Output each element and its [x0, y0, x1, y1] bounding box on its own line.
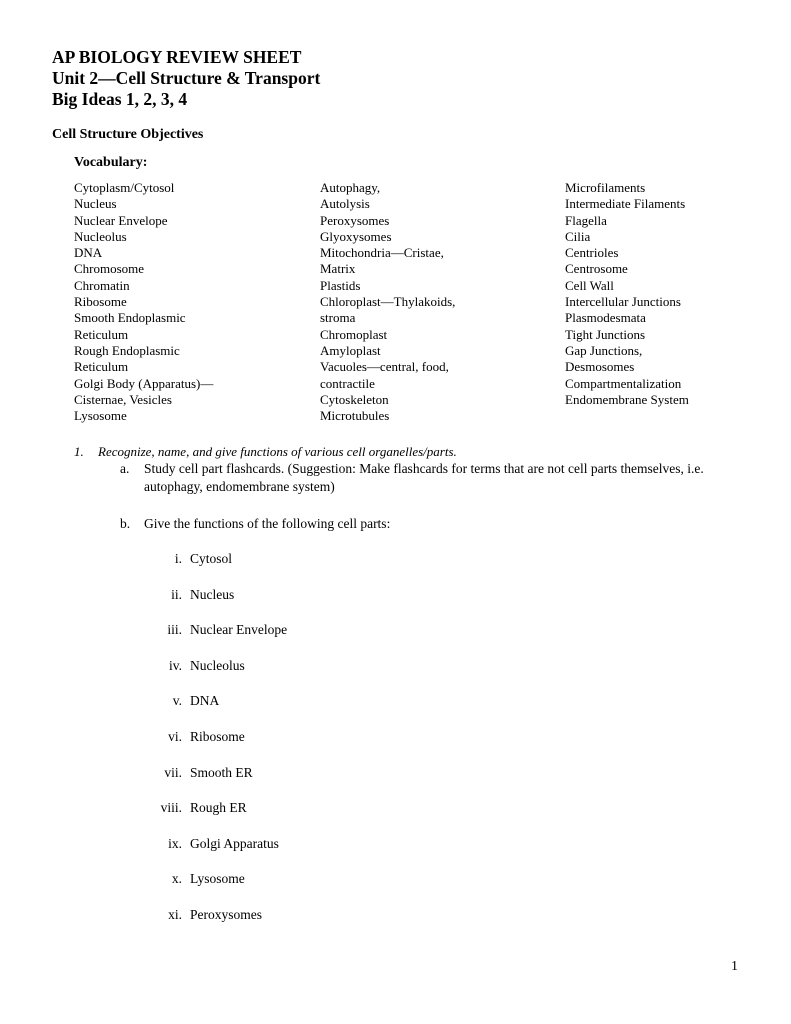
vocab-term: Flagella [565, 212, 607, 228]
cell-part-item [140, 799, 287, 835]
roman-numeral: vii. [164, 764, 182, 780]
roman-numeral: i. [174, 551, 182, 566]
vocab-term: Glyoxysomes [320, 228, 392, 244]
vocab-term: Intercellular Junctions [565, 294, 681, 310]
vocab-term: DNA [74, 245, 103, 261]
roman-numeral: vi. [168, 728, 182, 744]
vocab-term: Nucleus [74, 196, 117, 212]
cell-part-item [140, 621, 287, 657]
vocab-term: Compartmentalization [565, 375, 682, 391]
vocab-term: Nucleolus [74, 228, 127, 244]
cell-part-item [140, 657, 287, 693]
vocabulary-heading: Vocabulary: [74, 155, 148, 170]
vocab-term: Endomembrane System [565, 391, 689, 407]
vocab-term: Microfilaments [565, 180, 646, 195]
cell-part-name: Lysosome [190, 871, 245, 887]
vocab-term: Plasmodesmata [565, 310, 646, 326]
vocab-term: Cisternae, Vesicles [74, 391, 172, 407]
cell-parts-list [140, 550, 287, 942]
roman-numeral: xi. [168, 906, 182, 922]
cell-part-name: DNA [190, 693, 220, 709]
vocab-term: Chloroplast—Thylakoids, [320, 294, 456, 310]
vocab-term: Intermediate Filaments [565, 196, 686, 212]
vocab-term: Smooth Endoplasmic [74, 310, 186, 326]
cell-part-item [140, 586, 287, 622]
roman-numeral: ix. [168, 835, 182, 851]
vocab-term: Autolysis [320, 196, 370, 212]
sub-item-a [120, 460, 710, 496]
cell-part-name: Ribosome [190, 728, 245, 744]
vocab-term: Matrix [320, 261, 356, 277]
cell-part-item [140, 835, 287, 871]
page-number: 1 [731, 959, 738, 974]
vocab-term: Nuclear Envelope [74, 212, 168, 228]
vocab-term: Gap Junctions, [565, 342, 643, 358]
cell-part-name: Nucleus [190, 586, 235, 602]
sub-item-letter: b. [120, 516, 131, 531]
roman-numeral: x. [171, 871, 182, 887]
vocab-term: Vacuoles—central, food, [320, 359, 449, 375]
vocab-term: Rough Endoplasmic [74, 342, 180, 358]
sub-item-text: Give the functions of the following cell parts: [144, 516, 391, 531]
vocab-term: Amyloplast [320, 342, 381, 358]
title-line-1: AP BIOLOGY REVIEW SHEET [52, 47, 302, 67]
cell-part-item [140, 550, 287, 586]
objective-number: 1. [74, 444, 84, 459]
vocab-term: Chromosome [74, 261, 145, 277]
cell-part-name: Nuclear Envelope [190, 622, 288, 638]
roman-numeral: iv. [169, 657, 182, 673]
vocab-term: Microtubules [320, 408, 390, 424]
vocabulary-column-3 [565, 180, 689, 408]
title-line-3: Big Ideas 1, 2, 3, 4 [52, 89, 188, 109]
vocabulary-column-1 [74, 180, 213, 424]
sub-item-b [120, 515, 710, 533]
vocab-term: Centrioles [565, 245, 619, 261]
vocab-term: Cilia [565, 228, 591, 244]
roman-numeral: iii. [167, 622, 182, 638]
sub-item-text: Study cell part flashcards. (Suggestion: Make flashcards for terms that are not cell parts themselves, i.e. autophagy, endomembrane system) [144, 461, 704, 494]
roman-numeral: v. [172, 693, 182, 709]
objective-text: Recognize, name, and give functions of various cell organelles/parts. [98, 444, 457, 459]
vocab-term: Plastids [320, 277, 361, 293]
vocab-term: Lysosome [74, 408, 127, 424]
title-line-2: Unit 2—Cell Structure & Transport [52, 68, 321, 88]
vocab-term: Peroxysomes [320, 212, 390, 228]
objective-1 [74, 444, 457, 460]
vocab-term: Ribosome [74, 294, 127, 310]
cell-part-item [140, 728, 287, 764]
vocab-term: stroma [320, 310, 356, 326]
vocab-term: Autophagy, [320, 180, 381, 195]
roman-numeral: viii. [160, 800, 182, 816]
vocab-term: contractile [320, 375, 375, 391]
vocab-term: Cell Wall [565, 277, 614, 293]
document-title [52, 47, 320, 110]
cell-part-name: Cytosol [190, 551, 233, 566]
cell-part-item [140, 692, 287, 728]
vocab-term: Mitochondria—Cristae, [320, 245, 444, 261]
vocab-term: Cytoplasm/Cytosol [74, 180, 175, 195]
vocab-term: Centrosome [565, 261, 628, 277]
vocabulary-column-2 [320, 180, 455, 424]
vocab-term: Golgi Body (Apparatus)— [74, 375, 214, 391]
cell-part-item [140, 764, 287, 800]
sub-item-letter: a. [120, 461, 130, 476]
cell-part-name: Rough ER [190, 800, 247, 816]
vocab-term: Chromatin [74, 277, 130, 293]
cell-part-item [140, 906, 287, 942]
cell-part-name: Peroxysomes [190, 906, 262, 922]
vocab-term: Tight Junctions [565, 326, 646, 342]
vocab-term: Reticulum [74, 326, 129, 342]
cell-part-name: Nucleolus [190, 657, 245, 673]
vocab-term: Desmosomes [565, 359, 635, 375]
roman-numeral: ii. [171, 586, 182, 602]
vocab-term: Chromoplast [320, 326, 388, 342]
vocab-term: Reticulum [74, 359, 129, 375]
cell-part-name: Smooth ER [190, 764, 253, 780]
cell-part-name: Golgi Apparatus [190, 835, 279, 851]
vocab-term: Cytoskeleton [320, 391, 389, 407]
section-heading: Cell Structure Objectives [52, 127, 204, 142]
cell-part-item [140, 870, 287, 906]
